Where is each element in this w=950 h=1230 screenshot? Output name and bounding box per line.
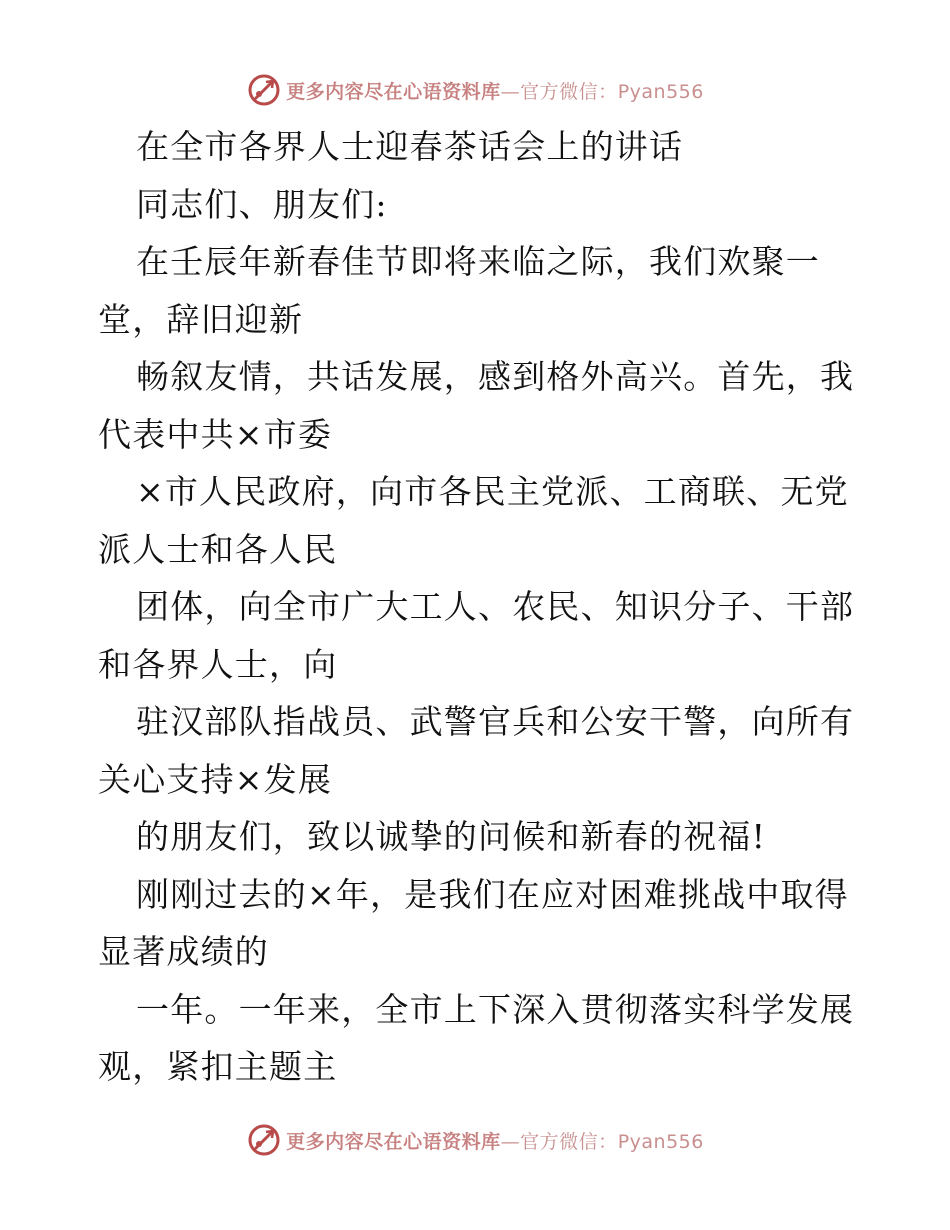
watermark-wechat-id: Pyan556 bbox=[617, 80, 704, 103]
body-line: ×市人民政府，向市各民主党派、工商联、无党 bbox=[136, 472, 849, 511]
salutation: 同志们、朋友们: bbox=[136, 184, 388, 224]
body-line: 驻汉部队指战员、武警官兵和公安干警，向所有 bbox=[136, 702, 855, 741]
watermark-text bbox=[286, 1127, 704, 1154]
document-body bbox=[98, 118, 858, 1096]
watermark-brand: 更多内容尽在心语资料库 bbox=[286, 1130, 501, 1153]
watermark-logo-icon bbox=[246, 72, 282, 108]
body-line: 刚刚过去的×年，是我们在应对困难挑战中取得 bbox=[136, 874, 849, 914]
watermark-label: 官方微信： bbox=[520, 1130, 618, 1153]
body-line: 关心支持×发展 bbox=[98, 759, 333, 799]
body-line: 显著成绩的 bbox=[98, 932, 269, 971]
watermark-label: 官方微信： bbox=[520, 80, 618, 103]
watermark-logo-icon bbox=[246, 1122, 282, 1158]
body-line: 堂，辞旧迎新 bbox=[98, 299, 304, 339]
watermark-separator: — bbox=[500, 80, 521, 103]
watermark-wechat-id: Pyan556 bbox=[617, 1130, 704, 1153]
footer-watermark bbox=[0, 1120, 950, 1160]
body-line: 团体，向全市广大工人、农民、知识分子、干部 bbox=[136, 587, 855, 626]
body-line: 畅叙友情，共话发展，感到格外高兴。首先，我 bbox=[136, 357, 855, 396]
body-line: 派人士和各人民 bbox=[98, 529, 338, 569]
watermark-text bbox=[286, 77, 704, 104]
body-line: 在壬辰年新春佳节即将来临之际，我们欢聚一 bbox=[136, 242, 820, 281]
document-title: 在全市各界人士迎春茶话会上的讲话 bbox=[136, 127, 684, 166]
body-line: 一年。一年来，全市上下深入贯彻落实科学发展 bbox=[136, 989, 855, 1029]
header-watermark bbox=[0, 70, 950, 110]
body-line: 的朋友们，致以诚挚的问候和新春的祝福! bbox=[136, 817, 767, 856]
watermark-brand: 更多内容尽在心语资料库 bbox=[286, 80, 501, 103]
body-line: 和各界人士，向 bbox=[98, 644, 338, 684]
body-line: 观，紧扣主题主 bbox=[98, 1047, 338, 1086]
watermark-separator: — bbox=[500, 1130, 521, 1153]
body-line: 代表中共×市委 bbox=[98, 414, 333, 454]
